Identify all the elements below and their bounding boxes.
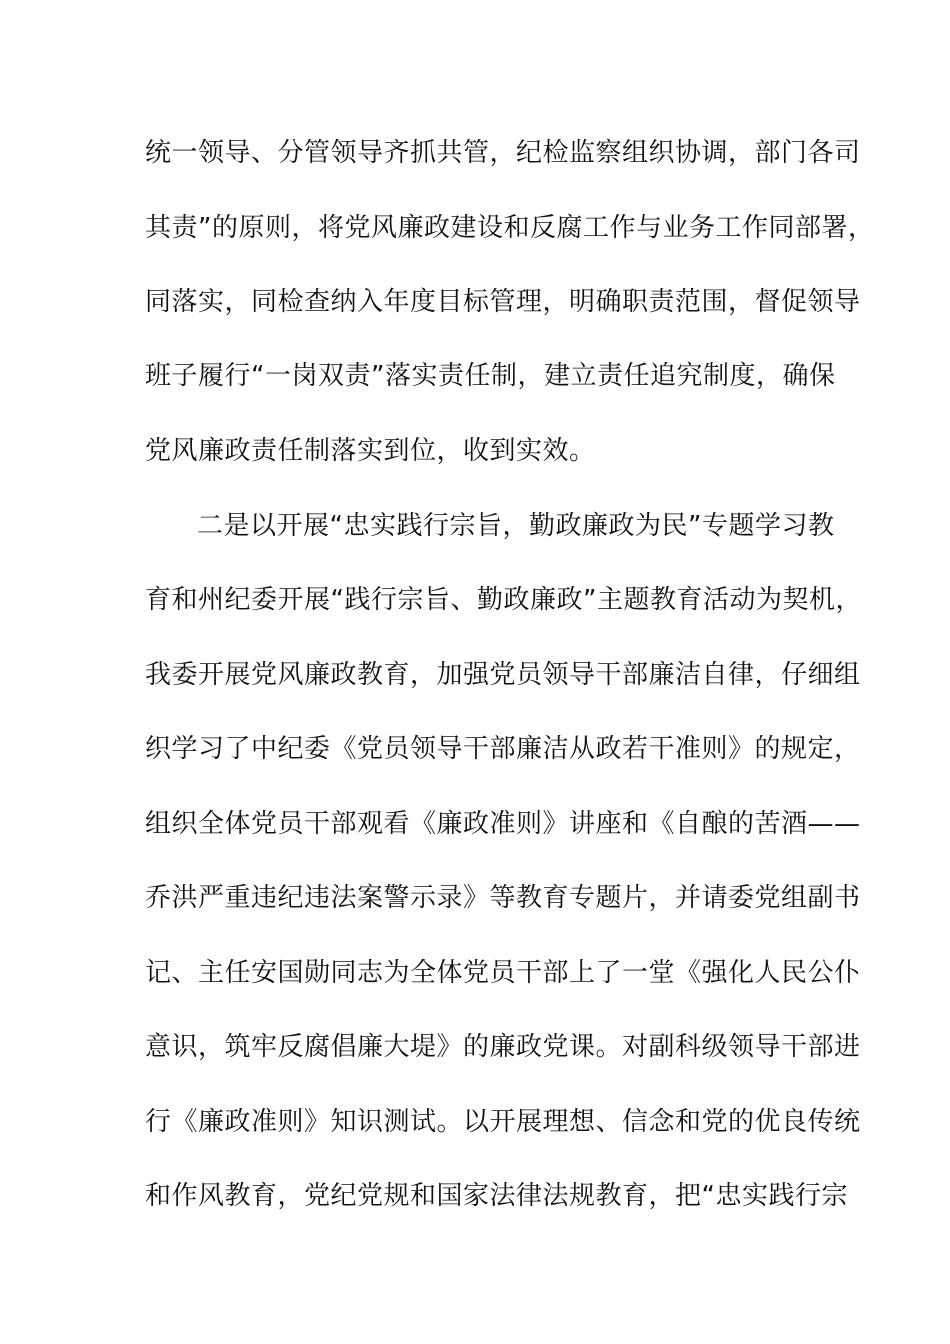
text-line: 党风廉政责任制落实到位，收到实效。 <box>145 436 596 466</box>
text-line: 乔洪严重违纪违法案警示录》等教育专题片，并请委党组副书 <box>145 883 861 913</box>
text-line: 记、主任安国勋同志为全体党员干部上了一堂《强化人民公仆 <box>145 958 861 988</box>
text-line: 同落实，同检查纳入年度目标管理，明确职责范围，督促领导 <box>145 287 861 317</box>
text-line: 行《廉政准则》知识测试。以开展理想、信念和党的优良传统 <box>145 1107 861 1137</box>
text-line: 意识，筑牢反腐倡廉大堤》的廉政党课。对副科级领导干部进 <box>145 1032 861 1062</box>
text-line: 织学习了中纪委《党员领导干部廉洁从政若干准则》的规定， <box>145 734 861 764</box>
paragraph-first-line: 二是以开展“忠实践行宗旨，勤政廉政为民”专题学习教 <box>197 511 835 541</box>
text-line: 班子履行“一岗双责”落实责任制，建立责任追究制度，确保 <box>145 361 836 391</box>
text-line: 组织全体党员干部观看《廉政准则》讲座和《自酿的苦酒—— <box>145 809 861 839</box>
text-line: 其责”的原则，将党风廉政建设和反腐工作与业务工作同部署， <box>145 213 875 243</box>
text-line: 统一领导、分管领导齐抓共管，纪检监察组织协调，部门各司 <box>145 138 861 168</box>
text-line: 育和州纪委开展“践行宗旨、勤政廉政”主题教育活动为契机， <box>145 585 862 615</box>
text-line: 我委开展党风廉政教育，加强党员领导干部廉洁自律，仔细组 <box>145 660 861 690</box>
text-line: 和作风教育，党纪党规和国家法律法规教育，把“忠实践行宗 <box>145 1181 848 1211</box>
